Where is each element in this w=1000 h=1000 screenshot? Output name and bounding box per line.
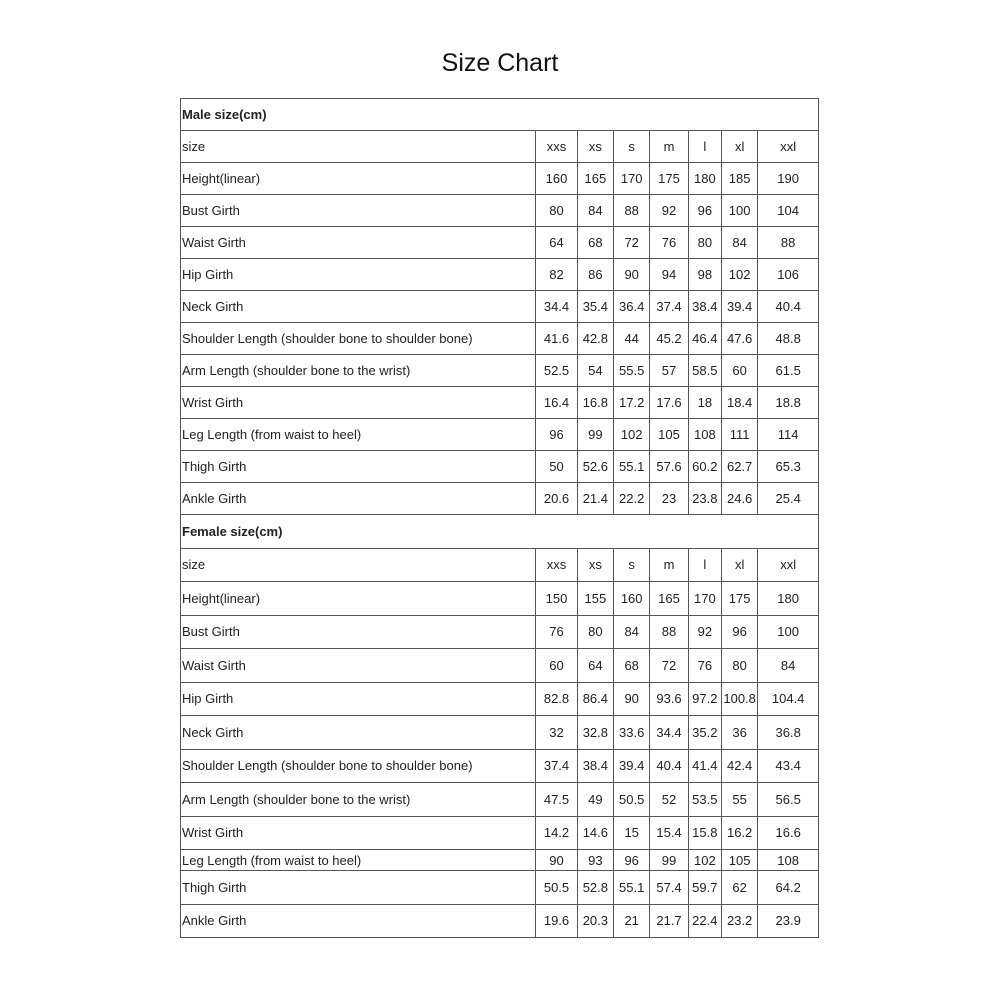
measurement-label: Hip Girth <box>181 682 536 716</box>
measurement-value: 15.8 <box>688 816 721 850</box>
measurement-value: 92 <box>688 615 721 649</box>
measurement-value: 14.2 <box>536 816 577 850</box>
measurement-value: 72 <box>650 649 688 683</box>
measurement-value: 76 <box>650 227 688 259</box>
measurement-value: 49 <box>577 783 613 817</box>
measurement-value: 155 <box>577 582 613 616</box>
measurement-label: Bust Girth <box>181 615 536 649</box>
measurement-value: 23.2 <box>721 904 757 938</box>
measurement-value: 48.8 <box>758 323 819 355</box>
table-row <box>181 483 819 515</box>
size-header-cell: l <box>688 131 721 163</box>
measurement-value: 20.3 <box>577 904 613 938</box>
measurement-value: 60 <box>721 355 757 387</box>
measurement-value: 36 <box>721 716 757 750</box>
page-title: Size Chart <box>441 49 559 77</box>
measurement-value: 82.8 <box>536 682 577 716</box>
measurement-value: 36.4 <box>614 291 650 323</box>
male-size-header-row <box>181 131 819 163</box>
measurement-value: 15.4 <box>650 816 688 850</box>
measurement-value: 58.5 <box>688 355 721 387</box>
measurement-value: 34.4 <box>536 291 577 323</box>
measurement-value: 100 <box>721 195 757 227</box>
measurement-value: 52.5 <box>536 355 577 387</box>
measurement-value: 60 <box>536 649 577 683</box>
measurement-value: 21 <box>614 904 650 938</box>
measurement-value: 21.7 <box>650 904 688 938</box>
measurement-value: 93.6 <box>650 682 688 716</box>
measurement-value: 16.2 <box>721 816 757 850</box>
measurement-value: 61.5 <box>758 355 819 387</box>
measurement-value: 35.2 <box>688 716 721 750</box>
measurement-value: 41.6 <box>536 323 577 355</box>
measurement-value: 35.4 <box>577 291 613 323</box>
measurement-value: 76 <box>536 615 577 649</box>
measurement-value: 100 <box>758 615 819 649</box>
female-size-header-row <box>181 548 819 582</box>
measurement-value: 90 <box>536 850 577 871</box>
measurement-value: 38.4 <box>688 291 721 323</box>
measurement-label: Arm Length (shoulder bone to the wrist) <box>181 355 536 387</box>
table-row <box>181 749 819 783</box>
measurement-value: 98 <box>688 259 721 291</box>
measurement-value: 55 <box>721 783 757 817</box>
measurement-value: 94 <box>650 259 688 291</box>
measurement-value: 42.4 <box>721 749 757 783</box>
measurement-label: Shoulder Length (shoulder bone to shoulder bone) <box>181 323 536 355</box>
size-header-cell: xxl <box>758 131 819 163</box>
measurement-value: 62 <box>721 871 757 905</box>
measurement-value: 108 <box>758 850 819 871</box>
measurement-value: 46.4 <box>688 323 721 355</box>
measurement-value: 19.6 <box>536 904 577 938</box>
table-row <box>181 850 819 871</box>
measurement-value: 41.4 <box>688 749 721 783</box>
measurement-value: 64.2 <box>758 871 819 905</box>
measurement-value: 88 <box>650 615 688 649</box>
measurement-value: 57.6 <box>650 451 688 483</box>
measurement-value: 50.5 <box>536 871 577 905</box>
size-chart-body <box>181 99 819 938</box>
measurement-value: 16.8 <box>577 387 613 419</box>
table-row <box>181 682 819 716</box>
measurement-value: 53.5 <box>688 783 721 817</box>
measurement-value: 84 <box>721 227 757 259</box>
measurement-value: 36.8 <box>758 716 819 750</box>
measurement-value: 84 <box>614 615 650 649</box>
measurement-value: 37.4 <box>536 749 577 783</box>
measurement-value: 170 <box>614 163 650 195</box>
measurement-value: 90 <box>614 259 650 291</box>
size-header-cell: xxl <box>758 548 819 582</box>
table-row <box>181 649 819 683</box>
table-row <box>181 195 819 227</box>
measurement-value: 76 <box>688 649 721 683</box>
measurement-value: 175 <box>650 163 688 195</box>
measurement-value: 99 <box>577 419 613 451</box>
measurement-value: 17.2 <box>614 387 650 419</box>
measurement-value: 25.4 <box>758 483 819 515</box>
measurement-value: 32 <box>536 716 577 750</box>
size-header-cell: xxs <box>536 548 577 582</box>
male-section-heading-row <box>181 99 819 131</box>
measurement-value: 39.4 <box>721 291 757 323</box>
measurement-value: 45.2 <box>650 323 688 355</box>
size-header-cell: m <box>650 131 688 163</box>
measurement-value: 56.5 <box>758 783 819 817</box>
measurement-value: 180 <box>758 582 819 616</box>
table-row <box>181 582 819 616</box>
measurement-value: 68 <box>577 227 613 259</box>
measurement-value: 18.4 <box>721 387 757 419</box>
size-header-cell: m <box>650 548 688 582</box>
table-row <box>181 451 819 483</box>
measurement-value: 64 <box>577 649 613 683</box>
size-header-cell: xl <box>721 131 757 163</box>
table-row <box>181 323 819 355</box>
measurement-value: 106 <box>758 259 819 291</box>
measurement-value: 65.3 <box>758 451 819 483</box>
measurement-value: 40.4 <box>650 749 688 783</box>
measurement-value: 15 <box>614 816 650 850</box>
male-section-heading: Male size(cm) <box>181 99 819 131</box>
measurement-value: 33.6 <box>614 716 650 750</box>
measurement-label: Waist Girth <box>181 227 536 259</box>
measurement-value: 92 <box>650 195 688 227</box>
measurement-value: 80 <box>721 649 757 683</box>
measurement-value: 102 <box>688 850 721 871</box>
table-row <box>181 615 819 649</box>
table-row <box>181 259 819 291</box>
measurement-value: 39.4 <box>614 749 650 783</box>
measurement-value: 86.4 <box>577 682 613 716</box>
measurement-value: 57 <box>650 355 688 387</box>
measurement-value: 86 <box>577 259 613 291</box>
size-header-cell: xl <box>721 548 757 582</box>
measurement-value: 55.1 <box>614 871 650 905</box>
measurement-value: 160 <box>536 163 577 195</box>
measurement-value: 57.4 <box>650 871 688 905</box>
size-header-cell: s <box>614 548 650 582</box>
measurement-value: 16.6 <box>758 816 819 850</box>
measurement-value: 82 <box>536 259 577 291</box>
measurement-value: 102 <box>721 259 757 291</box>
measurement-value: 150 <box>536 582 577 616</box>
measurement-value: 104.4 <box>758 682 819 716</box>
measurement-value: 55.5 <box>614 355 650 387</box>
measurement-value: 102 <box>614 419 650 451</box>
measurement-value: 96 <box>721 615 757 649</box>
measurement-value: 108 <box>688 419 721 451</box>
size-header-label: size <box>181 131 536 163</box>
table-row <box>181 816 819 850</box>
measurement-value: 84 <box>577 195 613 227</box>
measurement-value: 44 <box>614 323 650 355</box>
measurement-value: 97.2 <box>688 682 721 716</box>
measurement-value: 47.6 <box>721 323 757 355</box>
measurement-label: Wrist Girth <box>181 387 536 419</box>
measurement-value: 52 <box>650 783 688 817</box>
size-header-cell: xs <box>577 548 613 582</box>
measurement-label: Ankle Girth <box>181 904 536 938</box>
measurement-value: 80 <box>688 227 721 259</box>
table-row <box>181 783 819 817</box>
measurement-value: 20.6 <box>536 483 577 515</box>
table-row <box>181 291 819 323</box>
measurement-value: 170 <box>688 582 721 616</box>
measurement-value: 160 <box>614 582 650 616</box>
measurement-value: 93 <box>577 850 613 871</box>
measurement-label: Thigh Girth <box>181 871 536 905</box>
measurement-label: Wrist Girth <box>181 816 536 850</box>
measurement-value: 24.6 <box>721 483 757 515</box>
measurement-value: 88 <box>614 195 650 227</box>
measurement-label: Neck Girth <box>181 716 536 750</box>
measurement-value: 180 <box>688 163 721 195</box>
measurement-value: 59.7 <box>688 871 721 905</box>
table-row <box>181 871 819 905</box>
measurement-value: 165 <box>577 163 613 195</box>
measurement-value: 50.5 <box>614 783 650 817</box>
measurement-value: 50 <box>536 451 577 483</box>
measurement-value: 96 <box>614 850 650 871</box>
measurement-label: Hip Girth <box>181 259 536 291</box>
measurement-value: 90 <box>614 682 650 716</box>
measurement-value: 165 <box>650 582 688 616</box>
measurement-value: 54 <box>577 355 613 387</box>
size-chart-table <box>180 98 819 938</box>
measurement-value: 17.6 <box>650 387 688 419</box>
table-row <box>181 355 819 387</box>
measurement-label: Shoulder Length (shoulder bone to shoulder bone) <box>181 749 536 783</box>
measurement-value: 40.4 <box>758 291 819 323</box>
measurement-label: Thigh Girth <box>181 451 536 483</box>
measurement-label: Ankle Girth <box>181 483 536 515</box>
measurement-value: 18.8 <box>758 387 819 419</box>
measurement-value: 84 <box>758 649 819 683</box>
size-header-cell: l <box>688 548 721 582</box>
measurement-value: 37.4 <box>650 291 688 323</box>
table-row <box>181 227 819 259</box>
measurement-value: 55.1 <box>614 451 650 483</box>
measurement-value: 68 <box>614 649 650 683</box>
measurement-value: 64 <box>536 227 577 259</box>
measurement-value: 47.5 <box>536 783 577 817</box>
measurement-value: 72 <box>614 227 650 259</box>
measurement-value: 23.9 <box>758 904 819 938</box>
measurement-value: 96 <box>688 195 721 227</box>
measurement-value: 42.8 <box>577 323 613 355</box>
measurement-value: 88 <box>758 227 819 259</box>
measurement-value: 23 <box>650 483 688 515</box>
measurement-value: 104 <box>758 195 819 227</box>
measurement-value: 96 <box>536 419 577 451</box>
measurement-value: 16.4 <box>536 387 577 419</box>
measurement-value: 100.8 <box>721 682 757 716</box>
size-header-cell: xs <box>577 131 613 163</box>
measurement-value: 114 <box>758 419 819 451</box>
measurement-value: 18 <box>688 387 721 419</box>
measurement-value: 80 <box>536 195 577 227</box>
measurement-label: Height(linear) <box>181 163 536 195</box>
measurement-value: 22.4 <box>688 904 721 938</box>
table-row <box>181 716 819 750</box>
measurement-label: Leg Length (from waist to heel) <box>181 850 536 871</box>
measurement-value: 22.2 <box>614 483 650 515</box>
measurement-label: Waist Girth <box>181 649 536 683</box>
table-row <box>181 904 819 938</box>
measurement-value: 105 <box>721 850 757 871</box>
measurement-value: 32.8 <box>577 716 613 750</box>
measurement-value: 52.6 <box>577 451 613 483</box>
measurement-value: 52.8 <box>577 871 613 905</box>
female-section-heading-row <box>181 515 819 549</box>
measurement-value: 111 <box>721 419 757 451</box>
measurement-value: 62.7 <box>721 451 757 483</box>
measurement-value: 175 <box>721 582 757 616</box>
measurement-label: Leg Length (from waist to heel) <box>181 419 536 451</box>
table-row <box>181 387 819 419</box>
measurement-value: 60.2 <box>688 451 721 483</box>
measurement-value: 34.4 <box>650 716 688 750</box>
measurement-label: Neck Girth <box>181 291 536 323</box>
measurement-value: 99 <box>650 850 688 871</box>
measurement-value: 185 <box>721 163 757 195</box>
female-section-heading: Female size(cm) <box>181 515 819 549</box>
table-row <box>181 163 819 195</box>
measurement-value: 105 <box>650 419 688 451</box>
measurement-label: Arm Length (shoulder bone to the wrist) <box>181 783 536 817</box>
measurement-value: 43.4 <box>758 749 819 783</box>
measurement-label: Bust Girth <box>181 195 536 227</box>
measurement-value: 190 <box>758 163 819 195</box>
measurement-value: 38.4 <box>577 749 613 783</box>
table-row <box>181 419 819 451</box>
measurement-value: 23.8 <box>688 483 721 515</box>
measurement-value: 21.4 <box>577 483 613 515</box>
measurement-label: Height(linear) <box>181 582 536 616</box>
measurement-value: 80 <box>577 615 613 649</box>
size-header-cell: xxs <box>536 131 577 163</box>
measurement-value: 14.6 <box>577 816 613 850</box>
size-header-cell: s <box>614 131 650 163</box>
size-header-label: size <box>181 548 536 582</box>
